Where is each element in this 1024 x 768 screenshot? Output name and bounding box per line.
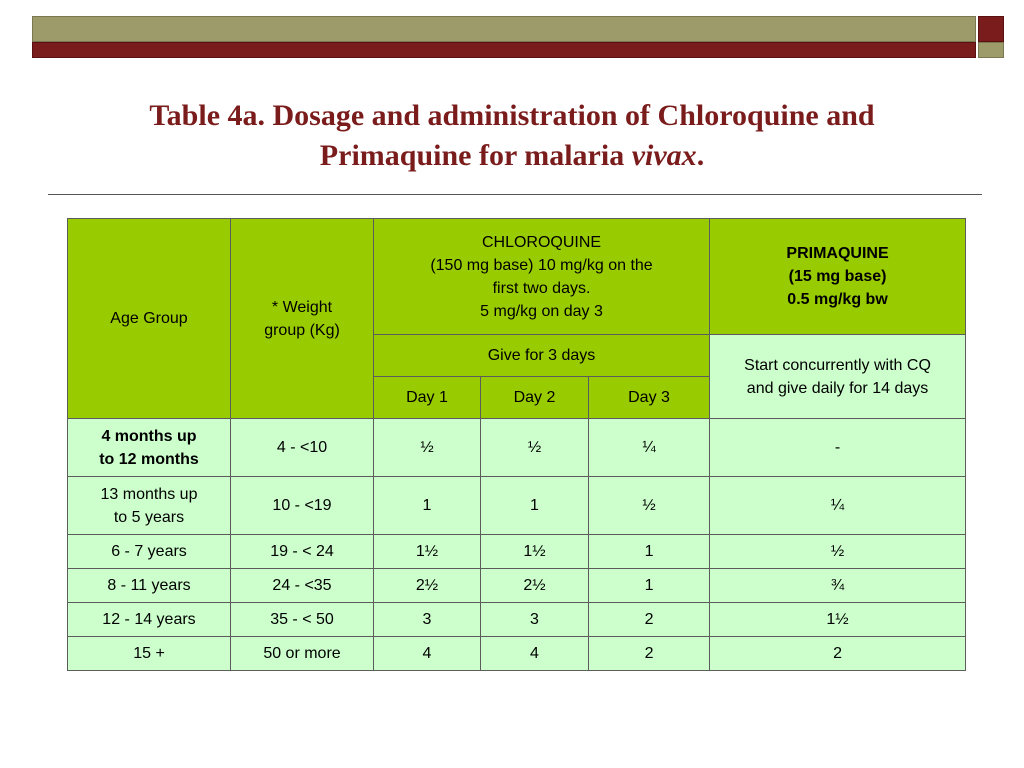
table-row [68,603,966,637]
header-chloroquine-line: (150 mg base) 10 mg/kg on the [430,256,653,274]
cell-day-2: 2½ [481,569,589,603]
cell-age: 8 - 11 years [68,569,231,603]
header-chloroquine-line: 5 mg/kg on day 3 [480,302,603,320]
cell-day-1: 3 [374,603,481,637]
cell-day-3: 2 [589,603,710,637]
cell-day-3: ½ [589,477,710,535]
cell-weight: 19 - < 24 [231,535,374,569]
cell-age-line: to 12 months [99,450,199,468]
header-primaquine [710,219,966,335]
cell-day-2: 1½ [481,535,589,569]
header-chloroquine-line: CHLOROQUINE [481,233,602,251]
header-chloroquine [374,219,710,335]
cell-primaquine: ½ [710,535,966,569]
header-start-line: Start concurrently with CQ [744,356,931,374]
cell-weight: 24 - <35 [231,569,374,603]
title-line-2-italic: vivax [631,139,697,172]
header-day-1: Day 1 [374,377,481,419]
cell-day-1: ½ [374,419,481,477]
cell-primaquine: ¾ [710,569,966,603]
title-divider [48,194,982,195]
cell-age: 6 - 7 years [68,535,231,569]
header-row-1 [68,219,966,335]
cell-day-2: 1 [481,477,589,535]
cell-age-line: to 5 years [113,508,185,526]
title-line-2-suffix: . [696,139,705,172]
slide-title [32,96,992,176]
cell-day-3: ¼ [589,419,710,477]
cell-primaquine: ¼ [710,477,966,535]
cell-day-1: 4 [374,637,481,671]
table-row [68,569,966,603]
header-day-2: Day 2 [481,377,589,419]
title-line-2 [32,136,992,176]
table-row [68,477,966,535]
header-weight-group [231,219,374,419]
table-row [68,535,966,569]
header-primaquine-line: PRIMAQUINE [786,245,889,262]
header-square-maroon [978,16,1004,42]
cell-day-1: 1 [374,477,481,535]
header-day-3: Day 3 [589,377,710,419]
cell-day-3: 1 [589,535,710,569]
header-primaquine-line: (15 mg base) [788,268,887,285]
cell-primaquine: 2 [710,637,966,671]
title-line-1: Table 4a. Dosage and administration of Chloroquine and [149,99,875,132]
dosage-table [67,218,966,671]
cell-day-2: 3 [481,603,589,637]
cell-primaquine: 1½ [710,603,966,637]
table-row [68,419,966,477]
cell-day-1: 2½ [374,569,481,603]
cell-weight: 35 - < 50 [231,603,374,637]
cell-age [68,419,231,477]
cell-age-line: 4 months up [101,427,197,445]
cell-weight: 50 or more [231,637,374,671]
cell-age-line: 13 months up [100,485,198,503]
cell-age: 12 - 14 years [68,603,231,637]
header-weight-line: * Weight [271,298,333,316]
header-start-concurrently [710,335,966,419]
cell-primaquine: - [710,419,966,477]
cell-day-2: ½ [481,419,589,477]
header-bar-maroon [32,42,976,58]
header-age-group: Age Group [68,219,231,419]
cell-age: 15 + [68,637,231,671]
header-weight-line: group (Kg) [264,321,340,339]
cell-day-1: 1½ [374,535,481,569]
header-primaquine-line: 0.5 mg/kg bw [787,291,888,308]
cell-age [68,477,231,535]
header-start-line: and give daily for 14 days [746,379,929,397]
cell-weight: 10 - <19 [231,477,374,535]
cell-day-3: 2 [589,637,710,671]
cell-day-2: 4 [481,637,589,671]
header-bar-olive [32,16,976,42]
cell-weight: 4 - <10 [231,419,374,477]
table-row [68,637,966,671]
cell-day-3: 1 [589,569,710,603]
title-line-2-prefix: Primaquine for malaria [319,139,632,172]
header-give-for: Give for 3 days [374,335,710,377]
header-square-olive [978,42,1004,58]
header-chloroquine-line: first two days. [492,279,591,297]
